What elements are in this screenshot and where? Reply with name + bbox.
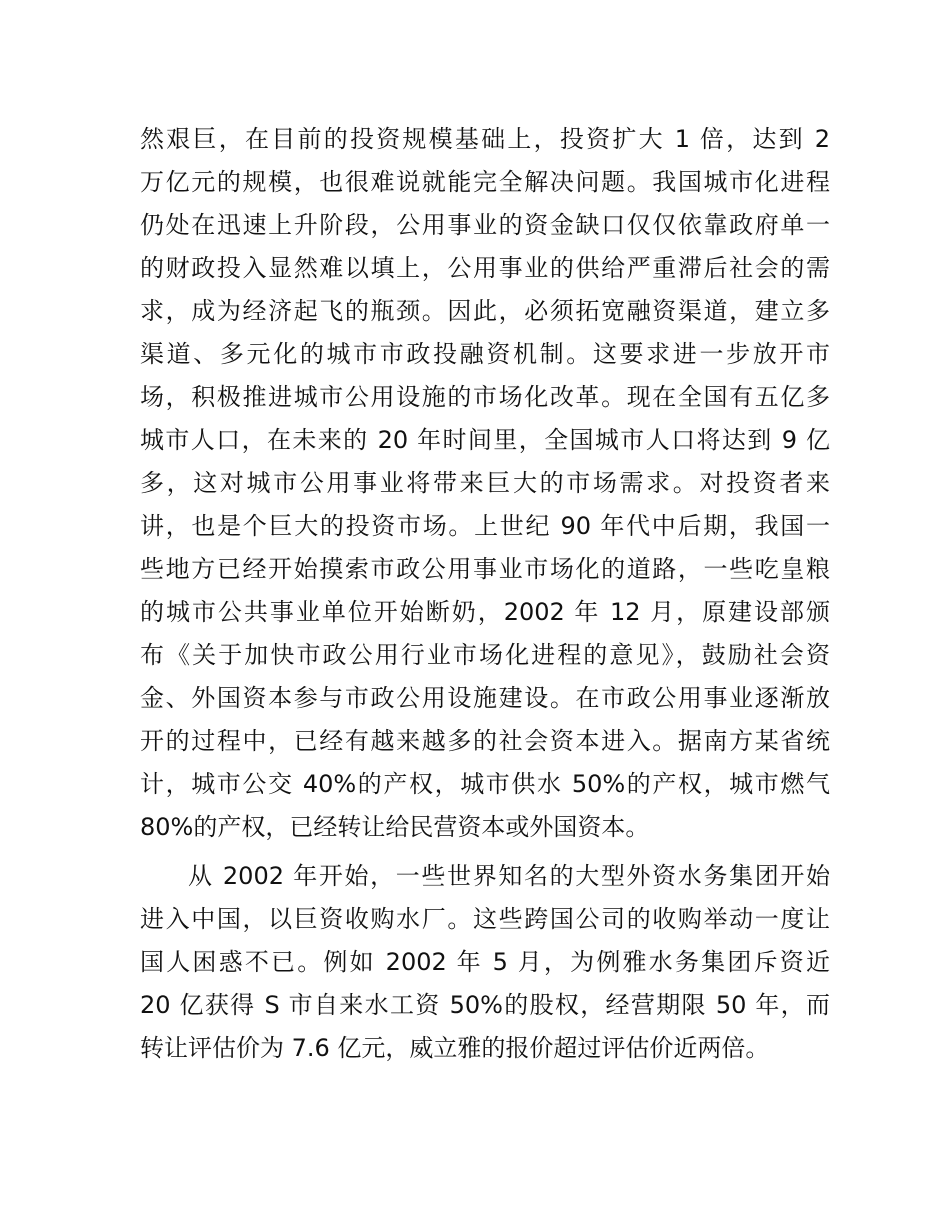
body-text (140, 118, 830, 1070)
text-line: 计，城市公交 40%的产权，城市供水 50%的产权，城市燃气 (140, 770, 830, 798)
text-line: 些地方已经开始摸索市政公用事业市场化的道路，一些吃皇粮 (140, 555, 830, 583)
text-line: 进入中国，以巨资收购水厂。这些跨国公司的收购举动一度让 (140, 905, 830, 933)
text-line: 布《关于加快市政公用行业市场化进程的意见》，鼓励社会资 (140, 641, 830, 669)
text-line: 讲，也是个巨大的投资市场。上世纪 90 年代中后期，我国一 (140, 512, 830, 540)
text-line: 万亿元的规模，也很难说就能完全解决问题。我国城市化进程 (140, 168, 830, 196)
paragraph-2 (140, 855, 830, 1070)
text-line: 仍处在迅速上升阶段，公用事业的资金缺口仅仅依靠政府单一 (140, 211, 830, 239)
text-line: 开的过程中，已经有越来越多的社会资本进入。据南方某省统 (140, 727, 830, 755)
text-line: 20 亿获得 S 市自来水工资 50%的股权，经营期限 50 年，而 (140, 991, 830, 1019)
text-line: 金、外国资本参与市政公用设施建设。在市政公用事业逐渐放 (140, 684, 830, 712)
paragraph-1 (140, 118, 830, 849)
text-line: 从 2002 年开始，一些世界知名的大型外资水务集团开始 (188, 862, 830, 890)
text-line: 的财政投入显然难以填上，公用事业的供给严重滞后社会的需 (140, 254, 830, 282)
text-line: 城市人口，在未来的 20 年时间里，全国城市人口将达到 9 亿 (140, 426, 830, 454)
text-line: 国人困惑不已。例如 2002 年 5 月，为例雅水务集团斥资近 (140, 948, 830, 976)
text-line: 求，成为经济起飞的瓶颈。因此，必须拓宽融资渠道，建立多 (140, 297, 830, 325)
text-line: 多，这对城市公用事业将带来巨大的市场需求。对投资者来 (140, 469, 830, 497)
text-line: 转让评估价为 7.6 亿元，威立雅的报价超过评估价近两倍。 (140, 1034, 770, 1062)
text-line: 渠道、多元化的城市市政投融资机制。这要求进一步放开市 (140, 340, 830, 368)
text-line: 然艰巨，在目前的投资规模基础上，投资扩大 1 倍，达到 2 (140, 125, 830, 153)
text-line: 场，积极推进城市公用设施的市场化改革。现在全国有五亿多 (140, 383, 830, 411)
text-line: 80%的产权，已经转让给民营资本或外国资本。 (140, 813, 650, 841)
text-line: 的城市公共事业单位开始断奶，2002 年 12 月，原建设部颁 (140, 598, 830, 626)
